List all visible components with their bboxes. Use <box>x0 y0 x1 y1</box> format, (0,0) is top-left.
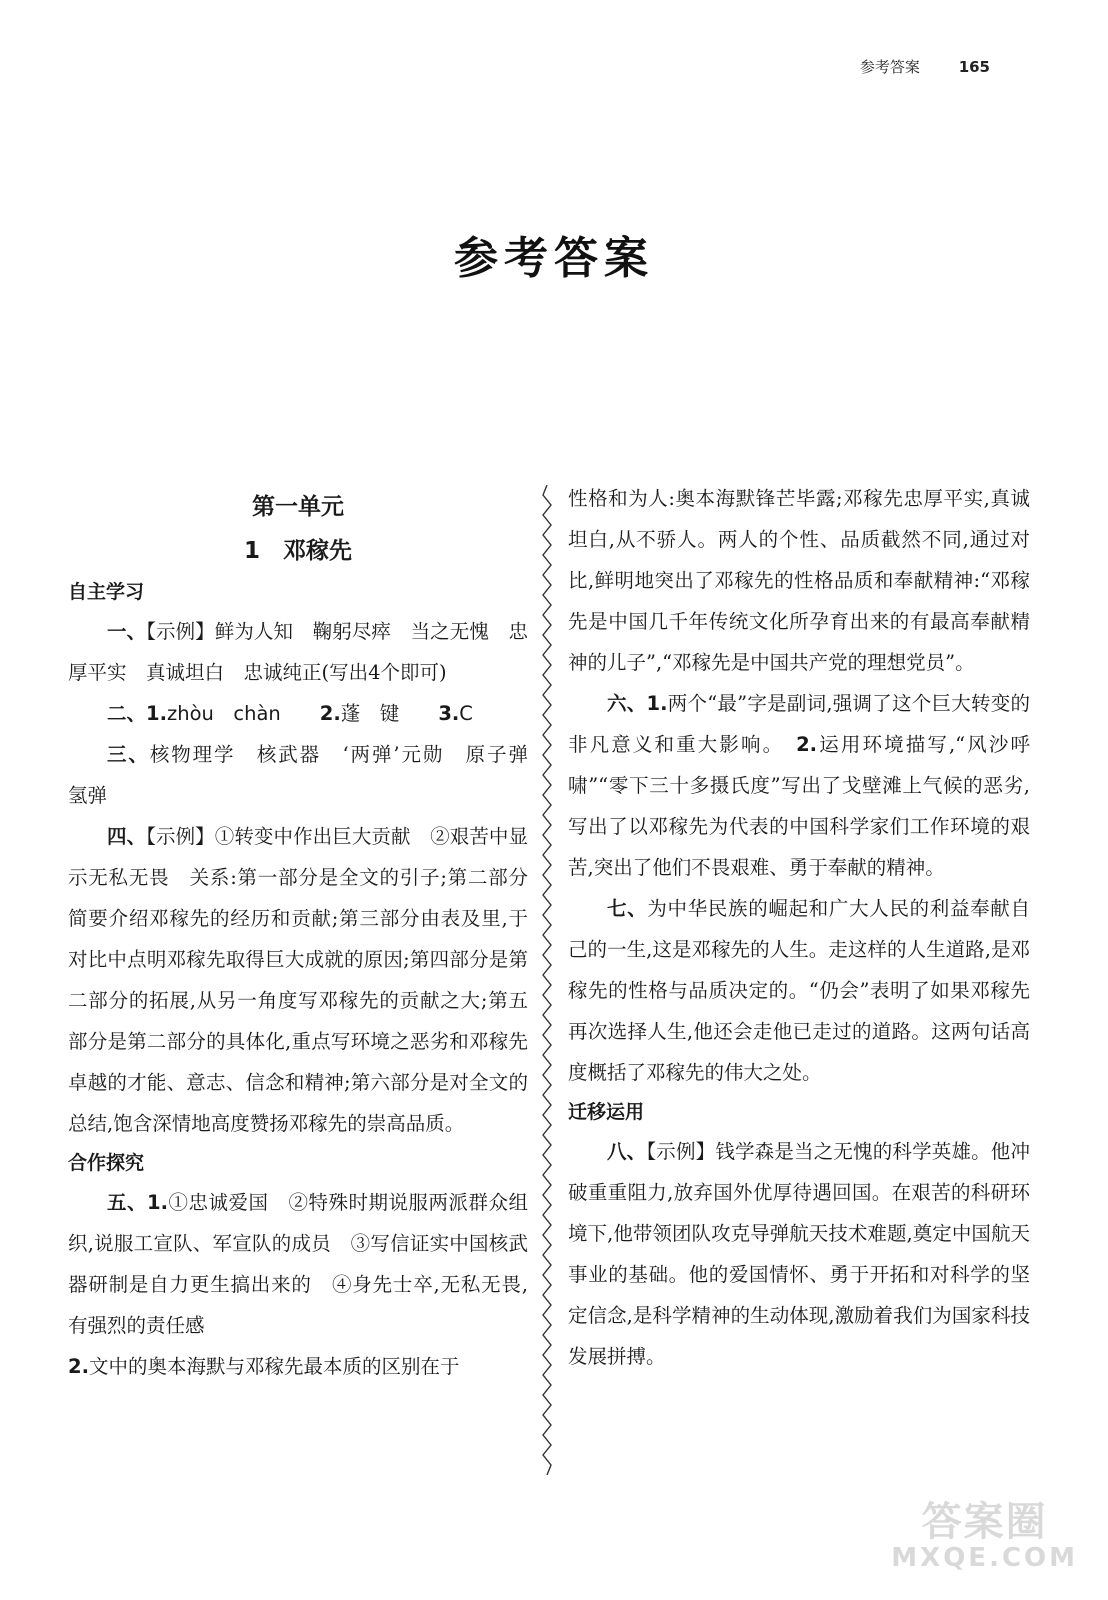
answer-8 <box>568 1131 1030 1377</box>
watermark-logo <box>891 1500 1078 1572</box>
answer-text: ①忠诚爱国 ②特殊时期说服两派群众组织,说服工宣队、军宣队的成员 ③写信证实中国核武器研制是自力更生搞出来的 ④身先士卒,无私无畏,有强烈的责任感 <box>68 1191 528 1337</box>
sub-number: 3. <box>438 702 460 725</box>
answer-number: 五、 <box>107 1191 147 1214</box>
answer-1 <box>68 611 528 693</box>
sub-number: 1. <box>146 702 167 725</box>
answer-number: 七、 <box>607 897 648 920</box>
sub-number: 2. <box>68 1355 89 1378</box>
watermark-url: MXQE.COM <box>891 1543 1078 1573</box>
answer-text: 运用环境描写,“风沙呼啸”“零下三十多摄氏度”写出了戈壁滩上气候的恶劣,写出了以邓稼先为代表的中国科学家们工作环境的艰苦,突出了他们不畏艰难、勇于奉献的精神。 <box>568 733 1030 879</box>
lesson-title: 1 邓稼先 <box>243 538 352 564</box>
sub-number: 2. <box>319 702 341 725</box>
section-heading-hezuo: 合作探究 <box>68 1152 145 1174</box>
answer-2 <box>68 693 528 734</box>
answer-text: 为中华民族的崛起和广大人民的利益奉献自己的一生,这是邓稼先的人生。走这样的人生道路,是邓稼先的性格与品质决定的。“仍会”表明了如果邓稼先再次选择人生,他还会走他已走过的道路。这两句话高度概括了邓稼先的伟大之处。 <box>568 897 1030 1084</box>
answer-text: 蓬 键 <box>340 702 419 725</box>
answer-text: 【示例】钱学森是当之无愧的科学英雄。他冲破重重阻力,放弃国外优厚待遇回国。在艰苦的科研环境下,他带领团队攻克导弹航天技术难题,奠定中国航天事业的基础。他的爱国情怀、勇于开拓和对科学的坚定信念,是科学精神的生动体现,激励着我们为国家科技发展拼搏。 <box>568 1140 1030 1368</box>
sub-number: 2. <box>796 733 818 756</box>
answer-5-2 <box>68 1346 528 1387</box>
watermark-text: 答案圈 <box>921 1499 1048 1545</box>
answer-number: 一、 <box>107 620 147 643</box>
sub-number: 1. <box>147 1191 168 1214</box>
answer-text: 核物理学 核武器 ‘两弹’元勋 原子弹 氢弹 <box>68 743 548 807</box>
answer-3 <box>68 734 548 816</box>
answer-number: 四、 <box>107 825 147 848</box>
answer-number: 三、 <box>107 743 150 766</box>
answer-number: 八、 <box>607 1140 647 1163</box>
answer-7 <box>568 888 1030 1093</box>
page-title: 参考答案 <box>454 233 654 284</box>
header-section: 参考答案 <box>859 58 920 76</box>
column-divider <box>540 485 554 1475</box>
page-number: 165 <box>958 58 990 76</box>
answer-number: 六、 <box>607 692 647 715</box>
section-heading-zizhu: 自主学习 <box>68 581 145 603</box>
answer-text-continued: 文中的奥本海默与邓稼先最本质的区别在于 <box>88 1355 460 1378</box>
section-heading-qianyi: 迁移运用 <box>568 1101 645 1123</box>
answer-text: 【示例】鲜为人知 鞠躬尽瘁 当之无愧 忠厚平实 真诚坦白 忠诚纯正(写出4个即可) <box>68 620 528 684</box>
answer-text: C <box>459 702 473 725</box>
answer-6 <box>568 683 1030 888</box>
answer-text: 两个“最”字是副词,强调了这个巨大转变的非凡意义和重大影响。 <box>568 692 1030 756</box>
answer-4 <box>68 816 528 1144</box>
right-column <box>568 478 1030 1377</box>
answer-5-2-continued: 性格和为人:奥本海默锋芒毕露;邓稼先忠厚平实,真诚坦白,从不骄人。两人的个性、品质截然不同,通过对比,鲜明地突出了邓稼先的性格品质和奉献精神:“邓稼先是中国几千年传统文化所孕育出来的有最高奉献精神的儿子”,“邓稼先是中国共产党的理想党员”。 <box>568 487 1030 674</box>
running-header <box>860 56 990 77</box>
answer-text: 【示例】①转变中作出巨大贡献 ②艰苦中显示无私无畏 关系:第一部分是全文的引子;第二部分简要介绍邓稼先的经历和贡献;第三部分由表及里,于对比中点明邓稼先取得巨大成就的原因;第四部分是第二部分的拓展,从另一角度写邓稼先的贡献之大;第五部分是第二部分的具体化,重点写环境之恶劣和邓稼先卓越的才能、意志、信念和精神;第六部分是对全文的总结,饱含深情地高度赞扬邓稼先的崇高品质。 <box>68 825 528 1135</box>
answer-number: 二、 <box>107 702 147 725</box>
answer-5-1 <box>68 1182 528 1346</box>
sub-number: 1. <box>646 692 668 715</box>
left-column <box>68 485 548 1387</box>
pinyin-text: zhòu chàn <box>167 702 281 725</box>
unit-title: 第一单元 <box>252 494 344 520</box>
